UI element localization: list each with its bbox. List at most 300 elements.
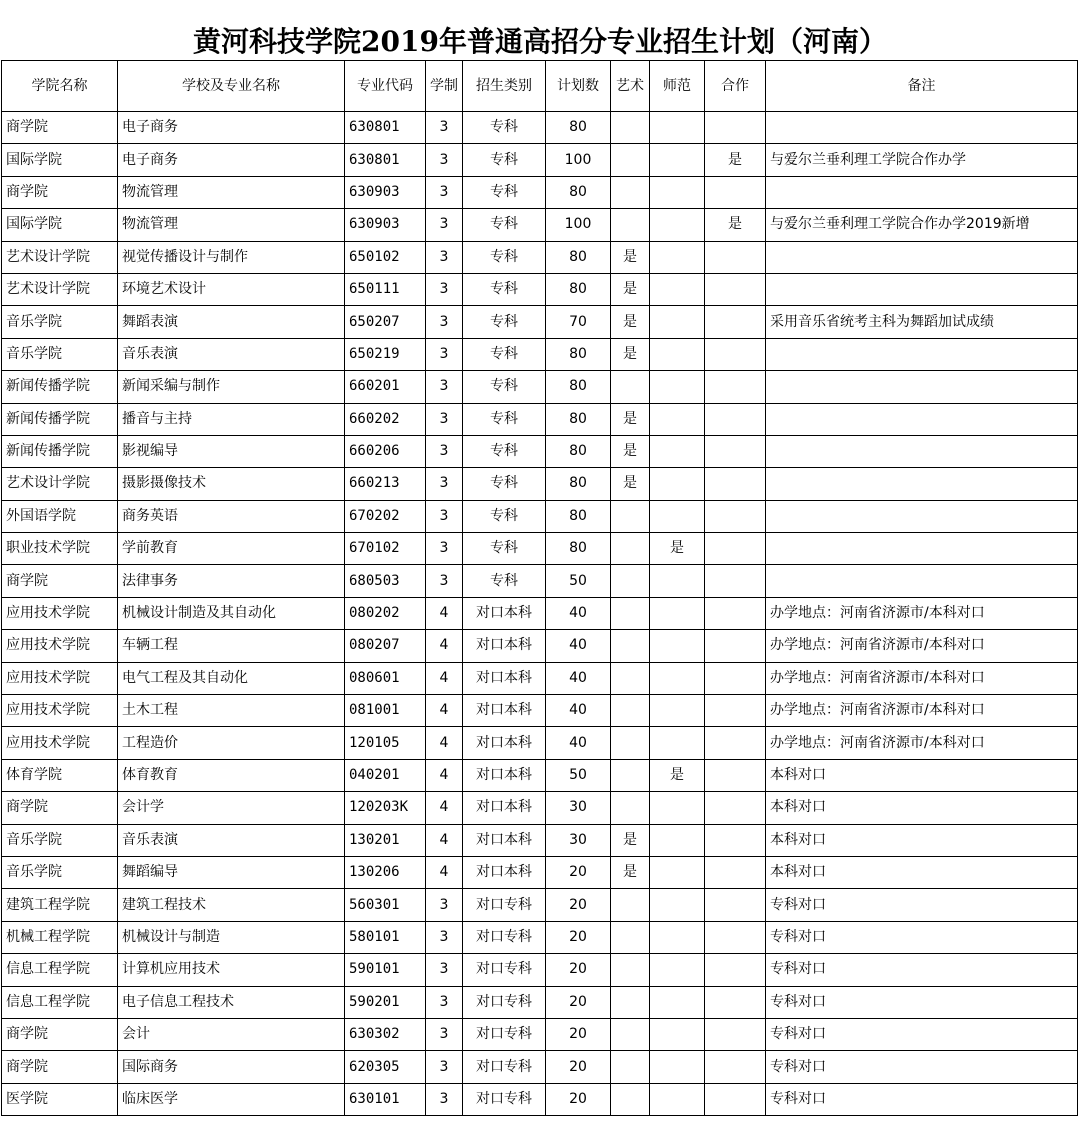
cell-college: 机械工程学院 (2, 921, 118, 953)
header-plan-count: 计划数 (546, 61, 611, 112)
cell-plan-count: 20 (546, 954, 611, 986)
cell-duration: 3 (426, 500, 463, 532)
cell-remarks: 专科对口 (766, 921, 1078, 953)
cell-normal (650, 241, 705, 273)
cell-major: 计算机应用技术 (118, 954, 345, 986)
cell-category: 专科 (463, 565, 546, 597)
table-row (2, 727, 1078, 759)
cell-normal (650, 1018, 705, 1050)
cell-duration: 4 (426, 759, 463, 791)
cell-code: 630903 (345, 209, 426, 241)
cell-plan-count: 40 (546, 630, 611, 662)
cell-code: 560301 (345, 889, 426, 921)
cell-duration: 3 (426, 144, 463, 176)
cell-plan-count: 30 (546, 792, 611, 824)
cell-college: 应用技术学院 (2, 695, 118, 727)
cell-major: 影视编导 (118, 435, 345, 467)
cell-code: 630801 (345, 144, 426, 176)
cell-college: 医学院 (2, 1083, 118, 1115)
cell-duration: 3 (426, 241, 463, 273)
table-row (2, 662, 1078, 694)
cell-remarks: 专科对口 (766, 1051, 1078, 1083)
cell-category: 专科 (463, 112, 546, 144)
cell-college: 外国语学院 (2, 500, 118, 532)
cell-plan-count: 80 (546, 533, 611, 565)
document-title: 黄河科技学院2019年普通高招分专业招生计划（河南） (193, 25, 887, 58)
cell-major: 临床医学 (118, 1083, 345, 1115)
table-row (2, 986, 1078, 1018)
cell-cooperation (705, 856, 766, 888)
cell-plan-count: 80 (546, 241, 611, 273)
cell-duration: 3 (426, 921, 463, 953)
cell-cooperation (705, 338, 766, 370)
table-row (2, 792, 1078, 824)
cell-college: 体育学院 (2, 759, 118, 791)
cell-category: 专科 (463, 209, 546, 241)
cell-major: 建筑工程技术 (118, 889, 345, 921)
cell-remarks: 专科对口 (766, 986, 1078, 1018)
cell-duration: 3 (426, 565, 463, 597)
cell-remarks (766, 371, 1078, 403)
cell-duration: 4 (426, 695, 463, 727)
cell-remarks (766, 435, 1078, 467)
header-cooperation: 合作 (705, 61, 766, 112)
cell-major: 物流管理 (118, 176, 345, 208)
table-row (2, 824, 1078, 856)
cell-cooperation (705, 435, 766, 467)
cell-remarks (766, 403, 1078, 435)
header-major: 学校及专业名称 (118, 61, 345, 112)
cell-college: 商学院 (2, 792, 118, 824)
cell-remarks (766, 112, 1078, 144)
cell-code: 680503 (345, 565, 426, 597)
cell-major: 商务英语 (118, 500, 345, 532)
cell-remarks: 本科对口 (766, 824, 1078, 856)
cell-code: 650207 (345, 306, 426, 338)
cell-code: 630302 (345, 1018, 426, 1050)
table-row (2, 435, 1078, 467)
cell-code: 130206 (345, 856, 426, 888)
cell-normal (650, 954, 705, 986)
cell-plan-count: 20 (546, 921, 611, 953)
cell-category: 对口本科 (463, 824, 546, 856)
cell-code: 650111 (345, 273, 426, 305)
cell-code: 620305 (345, 1051, 426, 1083)
cell-major: 舞蹈表演 (118, 306, 345, 338)
cell-art (611, 921, 650, 953)
cell-art: 是 (611, 338, 650, 370)
cell-code: 660206 (345, 435, 426, 467)
cell-duration: 3 (426, 533, 463, 565)
cell-plan-count: 20 (546, 1083, 611, 1115)
cell-major: 新闻采编与制作 (118, 371, 345, 403)
cell-category: 对口专科 (463, 954, 546, 986)
header-college: 学院名称 (2, 61, 118, 112)
cell-plan-count: 30 (546, 824, 611, 856)
table-header-row (2, 61, 1078, 112)
table-row (2, 338, 1078, 370)
cell-cooperation: 是 (705, 144, 766, 176)
cell-cooperation (705, 921, 766, 953)
cell-normal (650, 921, 705, 953)
cell-art: 是 (611, 273, 650, 305)
cell-art (611, 954, 650, 986)
cell-code: 660202 (345, 403, 426, 435)
cell-duration: 3 (426, 273, 463, 305)
cell-plan-count: 20 (546, 856, 611, 888)
cell-cooperation: 是 (705, 209, 766, 241)
cell-cooperation (705, 727, 766, 759)
cell-category: 专科 (463, 241, 546, 273)
cell-category: 对口本科 (463, 856, 546, 888)
table-row (2, 112, 1078, 144)
cell-normal (650, 468, 705, 500)
cell-college: 应用技术学院 (2, 597, 118, 629)
cell-college: 国际学院 (2, 144, 118, 176)
cell-college: 新闻传播学院 (2, 403, 118, 435)
table-row (2, 273, 1078, 305)
cell-cooperation (705, 889, 766, 921)
table-row (2, 533, 1078, 565)
cell-category: 专科 (463, 273, 546, 305)
cell-duration: 4 (426, 824, 463, 856)
cell-college: 应用技术学院 (2, 662, 118, 694)
cell-art (611, 889, 650, 921)
cell-cooperation (705, 565, 766, 597)
cell-remarks: 专科对口 (766, 1083, 1078, 1115)
cell-major: 国际商务 (118, 1051, 345, 1083)
cell-normal: 是 (650, 533, 705, 565)
cell-category: 专科 (463, 435, 546, 467)
cell-art (611, 209, 650, 241)
cell-category: 专科 (463, 338, 546, 370)
cell-remarks: 办学地点：河南省济源市/本科对口 (766, 727, 1078, 759)
cell-duration: 3 (426, 1083, 463, 1115)
cell-remarks (766, 565, 1078, 597)
cell-art (611, 371, 650, 403)
cell-art: 是 (611, 241, 650, 273)
cell-college: 商学院 (2, 565, 118, 597)
cell-category: 专科 (463, 403, 546, 435)
cell-normal (650, 500, 705, 532)
table-row (2, 1051, 1078, 1083)
cell-normal (650, 306, 705, 338)
cell-art (611, 759, 650, 791)
cell-category: 对口专科 (463, 1083, 546, 1115)
cell-category: 专科 (463, 468, 546, 500)
cell-category: 对口专科 (463, 889, 546, 921)
cell-major: 车辆工程 (118, 630, 345, 662)
cell-college: 国际学院 (2, 209, 118, 241)
cell-plan-count: 80 (546, 176, 611, 208)
cell-college: 新闻传播学院 (2, 435, 118, 467)
cell-plan-count: 40 (546, 727, 611, 759)
cell-college: 信息工程学院 (2, 954, 118, 986)
cell-college: 艺术设计学院 (2, 241, 118, 273)
cell-normal (650, 144, 705, 176)
cell-code: 080202 (345, 597, 426, 629)
cell-remarks (766, 500, 1078, 532)
cell-plan-count: 70 (546, 306, 611, 338)
cell-duration: 3 (426, 435, 463, 467)
cell-category: 对口专科 (463, 986, 546, 1018)
cell-code: 630903 (345, 176, 426, 208)
cell-duration: 4 (426, 630, 463, 662)
cell-category: 专科 (463, 306, 546, 338)
table-row (2, 856, 1078, 888)
cell-cooperation (705, 241, 766, 273)
cell-normal (650, 112, 705, 144)
cell-major: 音乐表演 (118, 824, 345, 856)
cell-duration: 3 (426, 1051, 463, 1083)
cell-college: 艺术设计学院 (2, 273, 118, 305)
cell-cooperation (705, 468, 766, 500)
table-row (2, 144, 1078, 176)
cell-code: 660201 (345, 371, 426, 403)
cell-remarks: 专科对口 (766, 889, 1078, 921)
cell-code: 120203K (345, 792, 426, 824)
cell-art (611, 630, 650, 662)
cell-normal (650, 824, 705, 856)
cell-cooperation (705, 597, 766, 629)
cell-art: 是 (611, 824, 650, 856)
cell-cooperation (705, 1083, 766, 1115)
cell-remarks (766, 468, 1078, 500)
cell-plan-count: 20 (546, 1051, 611, 1083)
cell-duration: 3 (426, 338, 463, 370)
cell-art: 是 (611, 306, 650, 338)
cell-normal (650, 856, 705, 888)
cell-college: 应用技术学院 (2, 630, 118, 662)
cell-normal (650, 176, 705, 208)
cell-major: 机械设计制造及其自动化 (118, 597, 345, 629)
cell-major: 学前教育 (118, 533, 345, 565)
cell-normal (650, 403, 705, 435)
cell-duration: 3 (426, 889, 463, 921)
cell-art (611, 500, 650, 532)
cell-normal (650, 209, 705, 241)
cell-art (611, 1083, 650, 1115)
cell-remarks: 办学地点：河南省济源市/本科对口 (766, 630, 1078, 662)
cell-plan-count: 80 (546, 273, 611, 305)
cell-major: 机械设计与制造 (118, 921, 345, 953)
cell-major: 电子信息工程技术 (118, 986, 345, 1018)
cell-major: 环境艺术设计 (118, 273, 345, 305)
cell-major: 会计 (118, 1018, 345, 1050)
cell-cooperation (705, 273, 766, 305)
cell-code: 660213 (345, 468, 426, 500)
cell-duration: 4 (426, 727, 463, 759)
cell-code: 590101 (345, 954, 426, 986)
cell-college: 新闻传播学院 (2, 371, 118, 403)
cell-cooperation (705, 759, 766, 791)
table-row (2, 241, 1078, 273)
cell-code: 670102 (345, 533, 426, 565)
cell-remarks: 与爱尔兰垂利理工学院合作办学2019新增 (766, 209, 1078, 241)
table-row (2, 468, 1078, 500)
cell-duration: 4 (426, 597, 463, 629)
cell-art (611, 144, 650, 176)
cell-cooperation (705, 533, 766, 565)
cell-code: 081001 (345, 695, 426, 727)
cell-remarks: 与爱尔兰垂利理工学院合作办学 (766, 144, 1078, 176)
cell-cooperation (705, 112, 766, 144)
cell-remarks (766, 338, 1078, 370)
cell-duration: 3 (426, 112, 463, 144)
header-normal: 师范 (650, 61, 705, 112)
cell-major: 舞蹈编导 (118, 856, 345, 888)
cell-duration: 3 (426, 371, 463, 403)
cell-plan-count: 100 (546, 144, 611, 176)
cell-duration: 3 (426, 986, 463, 1018)
table-row (2, 889, 1078, 921)
cell-duration: 4 (426, 792, 463, 824)
cell-category: 对口专科 (463, 1018, 546, 1050)
cell-category: 对口本科 (463, 695, 546, 727)
cell-college: 建筑工程学院 (2, 889, 118, 921)
table-row (2, 1018, 1078, 1050)
cell-major: 工程造价 (118, 727, 345, 759)
cell-normal (650, 986, 705, 1018)
cell-art (611, 662, 650, 694)
cell-art (611, 176, 650, 208)
cell-duration: 3 (426, 403, 463, 435)
table-row (2, 500, 1078, 532)
cell-category: 对口本科 (463, 630, 546, 662)
cell-college: 音乐学院 (2, 306, 118, 338)
cell-art (611, 597, 650, 629)
cell-duration: 3 (426, 1018, 463, 1050)
cell-remarks: 本科对口 (766, 759, 1078, 791)
table-row (2, 176, 1078, 208)
cell-remarks: 专科对口 (766, 954, 1078, 986)
cell-cooperation (705, 306, 766, 338)
cell-cooperation (705, 792, 766, 824)
cell-major: 电气工程及其自动化 (118, 662, 345, 694)
cell-plan-count: 80 (546, 500, 611, 532)
cell-normal (650, 273, 705, 305)
cell-duration: 3 (426, 468, 463, 500)
cell-duration: 3 (426, 209, 463, 241)
cell-remarks: 办学地点：河南省济源市/本科对口 (766, 662, 1078, 694)
cell-code: 080601 (345, 662, 426, 694)
cell-cooperation (705, 371, 766, 403)
cell-cooperation (705, 500, 766, 532)
cell-major: 体育教育 (118, 759, 345, 791)
cell-plan-count: 50 (546, 759, 611, 791)
cell-duration: 4 (426, 856, 463, 888)
cell-category: 专科 (463, 176, 546, 208)
table-row (2, 1083, 1078, 1115)
table-row (2, 403, 1078, 435)
cell-art: 是 (611, 435, 650, 467)
cell-duration: 4 (426, 662, 463, 694)
cell-duration: 3 (426, 176, 463, 208)
cell-major: 法律事务 (118, 565, 345, 597)
cell-plan-count: 50 (546, 565, 611, 597)
cell-normal (650, 435, 705, 467)
cell-college: 艺术设计学院 (2, 468, 118, 500)
cell-cooperation (705, 403, 766, 435)
table-row (2, 759, 1078, 791)
enrollment-plan-table (1, 60, 1078, 1116)
cell-plan-count: 80 (546, 371, 611, 403)
cell-plan-count: 80 (546, 338, 611, 370)
cell-code: 580101 (345, 921, 426, 953)
cell-code: 650219 (345, 338, 426, 370)
cell-normal (650, 1083, 705, 1115)
header-remarks: 备注 (766, 61, 1078, 112)
cell-college: 商学院 (2, 112, 118, 144)
cell-code: 630801 (345, 112, 426, 144)
header-duration: 学制 (426, 61, 463, 112)
cell-plan-count: 80 (546, 403, 611, 435)
cell-normal: 是 (650, 759, 705, 791)
cell-plan-count: 80 (546, 435, 611, 467)
cell-remarks: 本科对口 (766, 792, 1078, 824)
cell-category: 专科 (463, 533, 546, 565)
cell-plan-count: 80 (546, 468, 611, 500)
cell-category: 专科 (463, 371, 546, 403)
cell-college: 信息工程学院 (2, 986, 118, 1018)
table-row (2, 565, 1078, 597)
cell-code: 650102 (345, 241, 426, 273)
cell-college: 音乐学院 (2, 338, 118, 370)
cell-major: 视觉传播设计与制作 (118, 241, 345, 273)
cell-major: 电子商务 (118, 144, 345, 176)
cell-normal (650, 597, 705, 629)
cell-category: 对口本科 (463, 727, 546, 759)
cell-remarks: 办学地点：河南省济源市/本科对口 (766, 597, 1078, 629)
cell-code: 040201 (345, 759, 426, 791)
cell-code: 670202 (345, 500, 426, 532)
cell-normal (650, 630, 705, 662)
table-row (2, 921, 1078, 953)
cell-plan-count: 40 (546, 597, 611, 629)
cell-normal (650, 727, 705, 759)
cell-category: 对口本科 (463, 759, 546, 791)
cell-art (611, 986, 650, 1018)
cell-remarks: 办学地点：河南省济源市/本科对口 (766, 695, 1078, 727)
cell-art: 是 (611, 468, 650, 500)
cell-art (611, 1051, 650, 1083)
table-row (2, 597, 1078, 629)
table-row (2, 209, 1078, 241)
cell-code: 120105 (345, 727, 426, 759)
table-row (2, 371, 1078, 403)
cell-art (611, 727, 650, 759)
table-row (2, 306, 1078, 338)
cell-normal (650, 565, 705, 597)
cell-category: 对口专科 (463, 1051, 546, 1083)
cell-major: 播音与主持 (118, 403, 345, 435)
cell-college: 应用技术学院 (2, 727, 118, 759)
cell-remarks (766, 176, 1078, 208)
cell-normal (650, 338, 705, 370)
cell-remarks (766, 273, 1078, 305)
cell-college: 商学院 (2, 1051, 118, 1083)
cell-remarks: 本科对口 (766, 856, 1078, 888)
cell-normal (650, 1051, 705, 1083)
cell-category: 专科 (463, 500, 546, 532)
cell-normal (650, 371, 705, 403)
cell-major: 音乐表演 (118, 338, 345, 370)
cell-art (611, 1018, 650, 1050)
cell-plan-count: 40 (546, 662, 611, 694)
table-row (2, 954, 1078, 986)
cell-category: 对口本科 (463, 792, 546, 824)
cell-plan-count: 40 (546, 695, 611, 727)
